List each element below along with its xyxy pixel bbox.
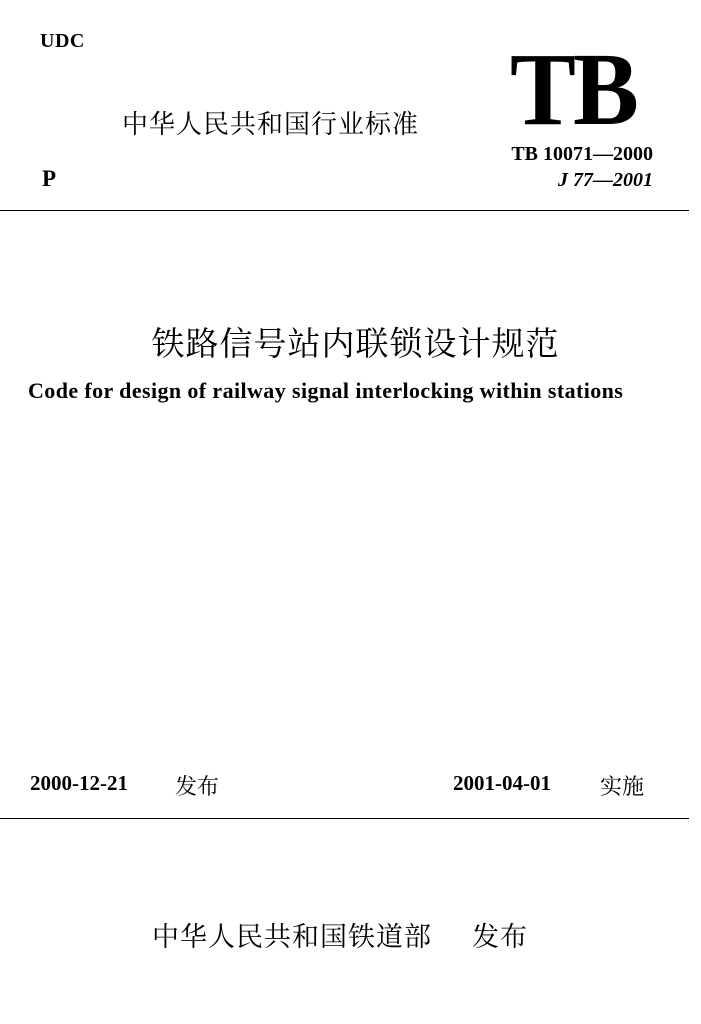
udc-label: UDC xyxy=(40,30,85,52)
publisher-action: 发布 xyxy=(472,922,528,953)
issue-date: 2000-12-21 xyxy=(30,771,128,795)
standard-number: TB 10071—2000 xyxy=(511,143,653,165)
issue-label: 发布 xyxy=(175,775,220,800)
implementation-label: 实施 xyxy=(600,775,645,800)
category-code: P xyxy=(42,166,57,191)
document-title-english: Code for design of railway signal interlocking within stations xyxy=(28,378,624,403)
tb-logo: TB xyxy=(510,32,637,147)
industry-standard-heading: 中华人民共和国行业标准 xyxy=(122,110,420,140)
implementation-date: 2001-04-01 xyxy=(453,771,551,795)
document-title-chinese: 铁路信号站内联锁设计规范 xyxy=(151,324,560,363)
bottom-divider xyxy=(0,818,689,819)
record-number: J 77—2001 xyxy=(558,169,653,191)
top-divider xyxy=(0,210,689,211)
publisher: 中华人民共和国铁道部 xyxy=(152,922,432,953)
